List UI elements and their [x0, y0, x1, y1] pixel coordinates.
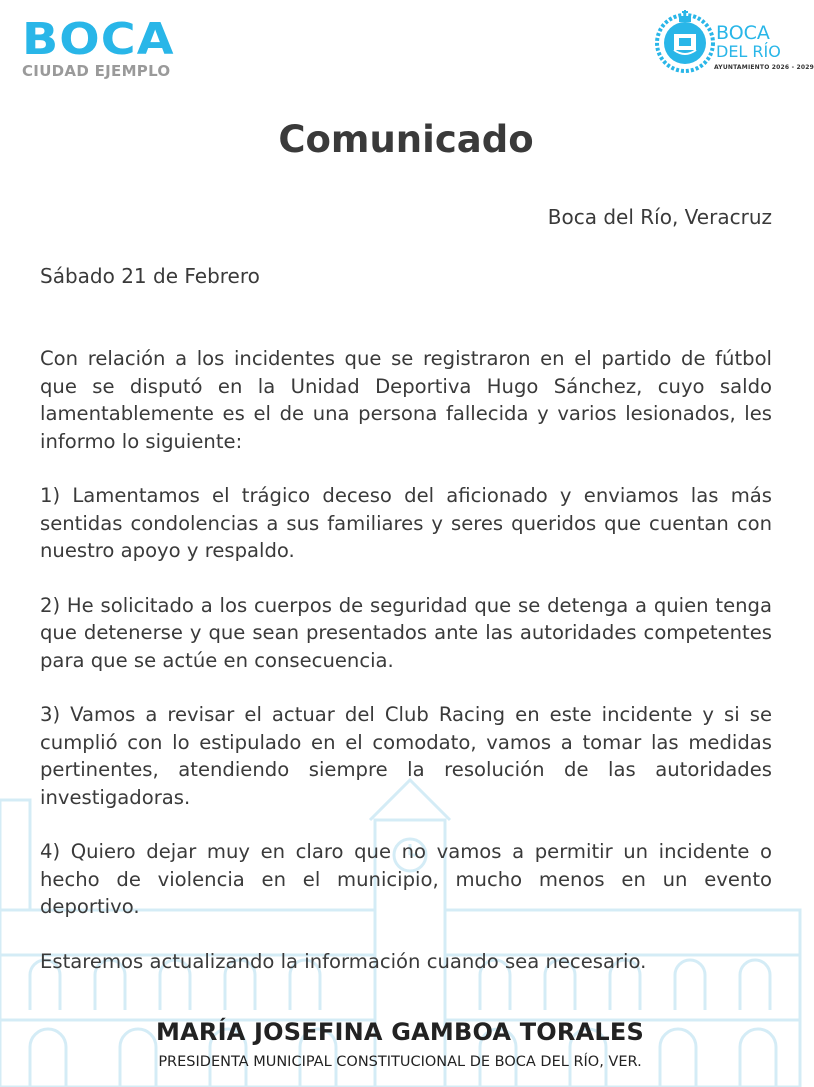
communique-body	[40, 345, 772, 1002]
logo-line2: DEL RÍO	[716, 42, 781, 61]
point-3-paragraph: 3) Vamos a revisar el actuar del Club Racing en este incidente y si se cumplió con lo estipulado en el comodato, vamos a tomar las medidas pertinentes, atendiendo siempre la resolución de las autoridades investigadoras.	[40, 703, 772, 809]
logo-line1: BOCA	[716, 22, 770, 44]
municipal-seal-icon	[652, 8, 718, 74]
signature-name: MARÍA JOSEFINA GAMBOA TORALES	[156, 1018, 644, 1046]
point-1-paragraph: 1) Lamentamos el trágico deceso del aficionado y enviamos las más sentidas condolencias a sus familiares y seres queridos que cuentan con nuestro apoyo y respaldo.	[40, 484, 772, 562]
intro-paragraph: Con relación a los incidentes que se registraron en el partido de fútbol que se disputó en la Unidad Deportiva Hugo Sánchez, cuyo saldo lamentablemente es el de una persona fallecida y varios lesionados, les informo lo siguiente:	[40, 347, 772, 453]
closing-paragraph: Estaremos actualizando la información cuando sea necesario.	[40, 949, 647, 973]
logo-subtitle: CIUDAD EJEMPLO	[22, 62, 171, 80]
point-4-paragraph: 4) Quiero dejar muy en claro que no vamos a permitir un incidente o hecho de violencia en el municipio, mucho menos en un evento deportivo.	[40, 840, 772, 918]
page-title: Comunicado	[278, 118, 534, 161]
signature-role: PRESIDENTA MUNICIPAL CONSTITUCIONAL DE BOCA DEL RÍO, VER.	[158, 1054, 642, 1070]
logo-word: BOCA	[22, 14, 175, 65]
date-line: Sábado 21 de Febrero	[40, 264, 260, 288]
point-2-paragraph: 2) He solicitado a los cuerpos de seguridad que se detenga a quien tenga que detenerse y que sean presentados ante las autoridades competentes para que se actúe en consecuencia.	[40, 593, 772, 672]
header	[0, 0, 814, 90]
boca-logo	[22, 14, 182, 80]
place-line: Boca del Río, Veracruz	[547, 205, 772, 229]
logo-tagline: AYUNTAMIENTO 2026 - 2029	[714, 64, 814, 71]
ayuntamiento-logo	[652, 8, 814, 78]
